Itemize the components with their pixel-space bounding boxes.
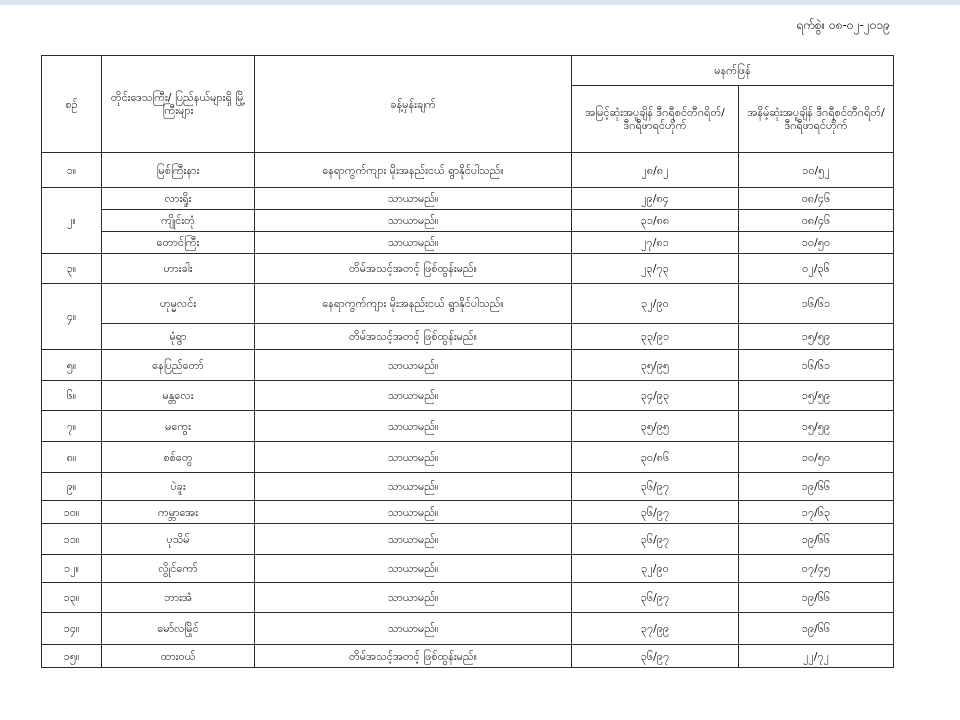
row-city: တောင်ကြီး: [102, 232, 255, 254]
row-max-temp: ၃၅/၉၅: [572, 411, 739, 442]
row-max-temp: ၂၃/၇၃: [572, 254, 739, 284]
header-min-temp: အနိမ့်ဆုံးအပူချိန် ဒီဂရီစင်တီဂရိတ်/ ဒီဂရီဖာရင်ဟိုက်: [739, 86, 894, 153]
row-city: ကမ္ဘာအေး: [102, 501, 255, 524]
row-city: စစ်တွေ: [102, 442, 255, 473]
row-city: ဟားခါး: [102, 254, 255, 284]
row-city: မော်လမြိုင်: [102, 613, 255, 645]
row-max-temp: ၂၈/၈၂: [572, 153, 739, 188]
table-row: [42, 583, 894, 613]
table-row: [42, 442, 894, 473]
row-no: ၉။: [42, 473, 102, 501]
row-no: ၁၁။: [42, 524, 102, 555]
table-row: [42, 350, 894, 381]
table-row: [42, 232, 894, 254]
row-min-temp: ၁၇/၆၃: [739, 501, 894, 524]
row-forecast: သာယာမည်။: [255, 188, 572, 210]
top-accent-bar: [0, 0, 960, 5]
row-forecast: သာယာမည်။: [255, 411, 572, 442]
row-forecast: နေရာကွက်ကျား မိုးအနည်းငယ် ရွာနိုင်ပါသည်။: [255, 284, 572, 324]
row-min-temp: ၁၉/၆၆: [739, 583, 894, 613]
row-no: ၁၄။: [42, 613, 102, 645]
table-row: [42, 411, 894, 442]
table-row: [42, 284, 894, 324]
row-max-temp: ၃၆/၉၇: [572, 473, 739, 501]
row-forecast: တိမ်အသင့်အတင့် ဖြစ်ထွန်းမည်။: [255, 254, 572, 284]
row-no: ၈။: [42, 442, 102, 473]
row-min-temp: ၁၀/၅၀: [739, 232, 894, 254]
row-max-temp: ၃၂/၉၀: [572, 555, 739, 583]
row-min-temp: ၂၂/၇၂: [739, 645, 894, 668]
row-no: ၃။: [42, 254, 102, 284]
row-city: ပုသိမ်: [102, 524, 255, 555]
row-forecast: သာယာမည်။: [255, 583, 572, 613]
row-forecast: သာယာမည်။: [255, 501, 572, 524]
row-no: ၁၀။: [42, 501, 102, 524]
row-no: ၁၂။: [42, 555, 102, 583]
header-no: စဉ်: [42, 56, 102, 153]
row-max-temp: ၂၉/၈၄: [572, 188, 739, 210]
row-no: ၁။: [42, 153, 102, 188]
row-city: လွိုင်ကော်: [102, 555, 255, 583]
row-forecast: သာယာမည်။: [255, 473, 572, 501]
row-max-temp: ၃၆/၉၇: [572, 501, 739, 524]
row-forecast: သာယာမည်။: [255, 524, 572, 555]
row-no: ၇။: [42, 411, 102, 442]
header-region: တိုင်းဒေသကြီး/ ပြည်နယ်များရှိ မြို့ကြီးများ: [102, 56, 255, 153]
table-row: [42, 210, 894, 232]
row-max-temp: ၃၅/၉၅: [572, 350, 739, 381]
row-forecast: သာယာမည်။: [255, 555, 572, 583]
row-city: နေပြည်တော်: [102, 350, 255, 381]
row-min-temp: ၁၆/၆၁: [739, 284, 894, 324]
weather-forecast-table: [41, 55, 894, 668]
row-min-temp: ၀၇/၄၅: [739, 555, 894, 583]
row-max-temp: ၂၇/၈၁: [572, 232, 739, 254]
row-city: မန္တလေး: [102, 381, 255, 411]
row-no: ၂။: [42, 188, 102, 254]
row-forecast: သာယာမည်။: [255, 613, 572, 645]
table-row: [42, 473, 894, 501]
header-forecast: ခန့်မှန်းချက်: [255, 56, 572, 153]
row-max-temp: ၃၂/၉၀: [572, 284, 739, 324]
table-row: [42, 188, 894, 210]
row-forecast: တိမ်အသင့်အတင့် ဖြစ်ထွန်းမည်။: [255, 324, 572, 350]
table-row: [42, 613, 894, 645]
row-city: ကျိုင်းတုံ: [102, 210, 255, 232]
row-city: ဟုမ္မလင်း: [102, 284, 255, 324]
row-no: ၁၅။: [42, 645, 102, 668]
row-forecast: နေရာကွက်ကျား မိုးအနည်းငယ် ရွာနိုင်ပါသည်။: [255, 153, 572, 188]
table-row: [42, 324, 894, 350]
row-forecast: တိမ်အသင့်အတင့် ဖြစ်ထွန်းမည်။: [255, 645, 572, 668]
row-forecast: သာယာမည်။: [255, 232, 572, 254]
row-max-temp: ၃၆/၉၇: [572, 524, 739, 555]
row-min-temp: ၁၉/၆၆: [739, 473, 894, 501]
row-no: ၆။: [42, 381, 102, 411]
row-city: ပဲခူး: [102, 473, 255, 501]
header-tomorrow: မနက်ဖြန်: [572, 56, 894, 86]
row-forecast: သာယာမည်။: [255, 350, 572, 381]
row-max-temp: ၃၃/၉၁: [572, 324, 739, 350]
row-min-temp: ၀၈/၄၆: [739, 210, 894, 232]
row-no: ၁၃။: [42, 583, 102, 613]
header-max-temp: အမြင့်ဆုံးအပူချိန် ဒီဂရီစင်တီဂရိတ်/ ဒီဂရီဖာရင်ဟိုက်: [572, 86, 739, 153]
table-row: [42, 254, 894, 284]
row-min-temp: ၀၂/၃၆: [739, 254, 894, 284]
row-city: မုံရွာ: [102, 324, 255, 350]
row-min-temp: ၁၅/၅၉: [739, 381, 894, 411]
date-label: ရက်စွဲ။ ၀၈-၀၂-၂၀၁၉: [796, 18, 890, 32]
row-no: ၄။: [42, 284, 102, 350]
row-no: ၅။: [42, 350, 102, 381]
table-row: [42, 153, 894, 188]
row-city: မကွေး: [102, 411, 255, 442]
table-row: [42, 501, 894, 524]
row-min-temp: ၁၉/၆၆: [739, 613, 894, 645]
row-max-temp: ၃၆/၉၇: [572, 645, 739, 668]
table-row: [42, 524, 894, 555]
table-row: [42, 645, 894, 668]
row-min-temp: ၁၀/၅၀: [739, 442, 894, 473]
row-max-temp: ၃၄/၉၃: [572, 381, 739, 411]
table-row: [42, 381, 894, 411]
row-forecast: သာယာမည်။: [255, 442, 572, 473]
row-min-temp: ၁၅/၅၉: [739, 324, 894, 350]
row-city: ဘားအံ: [102, 583, 255, 613]
row-max-temp: ၃၆/၉၇: [572, 583, 739, 613]
row-min-temp: ၀၈/၄၆: [739, 188, 894, 210]
row-city: လားရှိုး: [102, 188, 255, 210]
row-max-temp: ၃၀/၈၆: [572, 442, 739, 473]
row-min-temp: ၁၉/၆၆: [739, 524, 894, 555]
row-min-temp: ၁၆/၆၁: [739, 350, 894, 381]
row-min-temp: ၁၀/၅၂: [739, 153, 894, 188]
row-city: ထားဝယ်: [102, 645, 255, 668]
row-max-temp: ၃၁/၈၈: [572, 210, 739, 232]
row-city: မြစ်ကြီးနား: [102, 153, 255, 188]
row-min-temp: ၁၅/၅၉: [739, 411, 894, 442]
row-forecast: သာယာမည်။: [255, 210, 572, 232]
row-max-temp: ၃၇/၉၉: [572, 613, 739, 645]
table-row: [42, 555, 894, 583]
row-forecast: သာယာမည်။: [255, 381, 572, 411]
